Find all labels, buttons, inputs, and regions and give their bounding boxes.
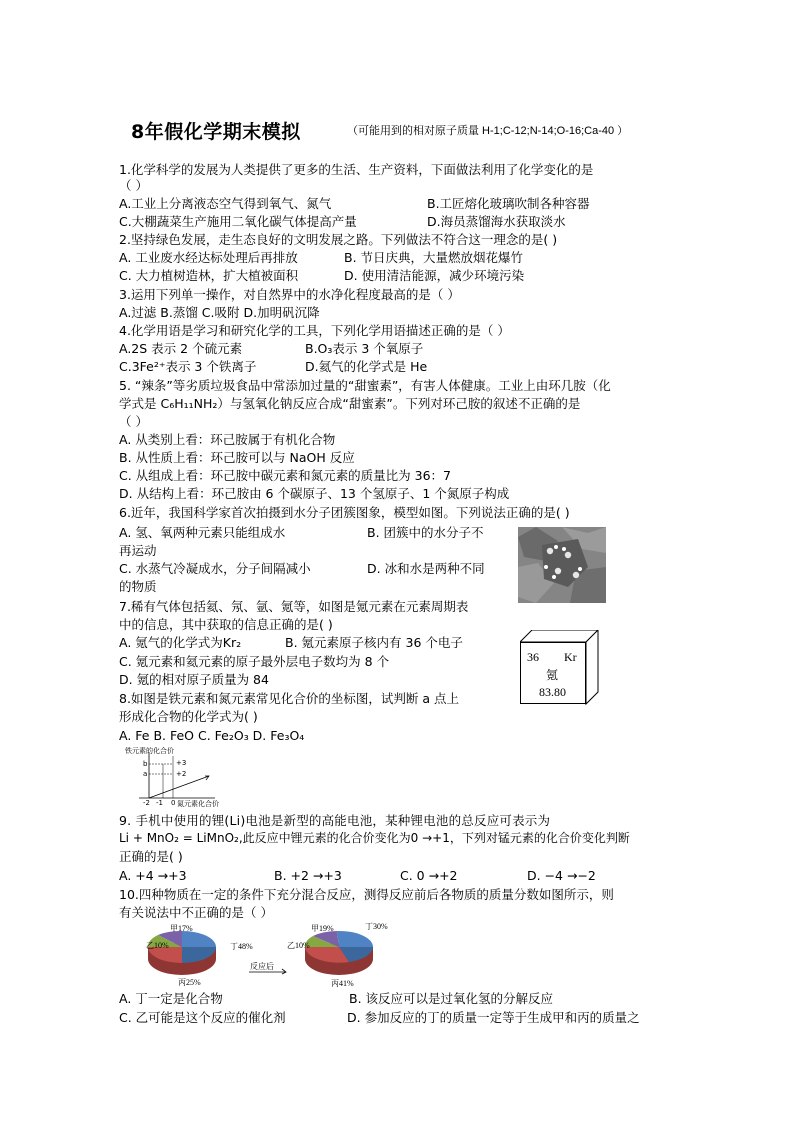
q6-stem: 6.近年，我国科学家首次拍摄到水分子团簇图象，模型如图。下列说法正确的是( ) [119,505,570,520]
q4-option-d: D.氦气的化学式是 He [305,359,428,374]
q6-option-c: C. 水蒸气冷凝成水，分子间隔减小 [119,561,311,576]
q6-option-b: B. 团簇中的水分子不 [367,525,484,540]
q10-stem-1: 10.四种物质在一定的条件下充分混合反应，测得反应前后各物质的质量分数如图所示，则 [119,887,614,902]
q9-option-b: B. +2 →+3 [274,868,342,883]
q5-option-c: C. 从组成上看：环己胺中碳元素和氮元素的质量比为 36：7 [119,468,452,483]
page-title: 8年假化学期末模拟 [131,121,301,143]
page-subtitle: （可能用到的相对原子质量 H-1;C-12;N-14;O-16;Ca-40 ） [347,125,629,137]
q2-option-a: A. 工业废水经达标处理后再排放 [119,250,298,265]
pie-before-label-ding: 丁48% [230,942,253,951]
q3-options: A.过滤 B.蒸馏 C.吸附 D.加明矾沉降 [119,305,320,320]
q5-option-b: B. 从性质上看：环己胺可以与 NaOH 反应 [119,450,355,465]
q7-option-d: D. 氪的相对原子质量为 84 [119,672,269,687]
q1-stem: 1.化学科学的发展为人类提供了更多的生活、生产资料，下面做法利用了化学变化的是 [119,162,594,177]
q1-option-b: B.工匠熔化玻璃吹制各种容器 [427,196,590,211]
atomic-number: 36 [527,650,539,664]
q9-stem-1: 9. 手机中使用的锂(Li)电池是新型的高能电池，某种锂电池的总反应可表示为 [119,813,551,828]
pie-chart-after [287,921,397,987]
arrow-label: 反应后 [250,962,274,971]
pie-after-label-ding: 丁30% [365,922,388,931]
q3-stem: 3.运用下列单一操作，对自然界中的水净化程度最高的是（ ） [119,287,460,302]
q8-stem-1: 8.如图是铁元素和氮元素常见化合价的坐标图，试判断 a 点上 [119,691,460,706]
q8-stem-2: 形成化合物的化学式为( ) [119,709,258,724]
q10-stem-2: 有关说法中不正确的是（ ） [119,905,273,920]
q10-option-a: A. 丁一定是化合物 [119,991,223,1006]
q9-option-a: A. +4 →+3 [119,868,187,883]
q7-option-b: B. 氪元素原子核内有 36 个电子 [285,635,463,650]
q2-option-c: C. 大力植树造林，扩大植被面积 [119,268,299,283]
q6-option-d-cont: 的物质 [119,579,157,594]
q7-option-a: A. 氪气的化学式为Kr₂ [119,635,242,650]
graph-tick-plus2: +2 [176,770,187,778]
atomic-mass: 83.80 [539,685,566,699]
periodic-table-card [520,630,600,704]
q5-stem-1: 5. “辣条”等劣质垃圾食品中常添加过量的“甜蜜素”，有害人体健康。工业上由环几胺（化 [119,378,611,393]
q2-option-d: D. 使用清洁能源，减少环境污染 [344,268,525,283]
pie-after-label-bing: 丙41% [331,979,354,988]
q6-option-d: D. 冰和水是两种不同 [367,561,485,576]
pie-after-label-yi: 乙10% [287,941,310,950]
q7-stem-2: 中的信息，其中获取的信息正确的是( ) [119,617,333,632]
q1-option-a: A.工业上分离液态空气得到氧气、氮气 [119,196,332,211]
graph-y-axis-label: 铁元素的化合价 [125,747,174,755]
q8-options: A. Fe B. FeO C. Fe₂O₃ D. Fe₃O₄ [119,728,305,743]
q7-option-c: C. 氪元素和氦元素的原子最外层电子数均为 8 个 [119,654,390,669]
reaction-arrow [249,961,289,975]
graph-point-a: a [143,770,148,778]
q9-option-c: C. 0 →+2 [400,868,458,883]
graph-x-axis-label: 氮元素化合价 [177,800,219,808]
pie-before-label-yi: 乙10% [146,941,169,950]
graph-point-b: b [143,760,148,768]
graph-tick-minus1: -1 [156,799,163,807]
pie-before-label-jia: 甲17% [170,924,193,933]
q1-option-c: C.大棚蔬菜生产施用二氧化碳气体提高产量 [119,214,357,229]
water-cluster-image [518,527,606,603]
q6-option-b-cont: 再运动 [119,543,157,558]
q10-option-c: C. 乙可能是这个反应的催化剂 [119,1010,286,1025]
q5-bracket: （ ） [119,414,148,429]
q5-option-a: A. 从类别上看：环己胺属于有机化合物 [119,432,336,447]
q1-bracket: （ ） [119,178,148,193]
pie-before-label-bing: 丙25% [178,978,201,987]
valence-graph [119,746,219,808]
q9-stem-3: 正确的是( ) [119,849,183,864]
q10-option-b: B. 该反应可以是过氧化氢的分解反应 [349,991,554,1006]
pie-chart-before [146,923,256,987]
q1-option-d: D.海员蒸馏海水获取淡水 [427,214,566,229]
q4-option-b: B.O₃表示 3 个氧原子 [305,341,424,356]
element-symbol: Kr [564,650,577,664]
q9-stem-2: Li + MnO₂ = LiMnO₂,此反应中锂元素的化合价变化为0 →+1，下列对锰元素的化合价变化判断 [119,831,630,845]
q4-stem: 4.化学用语是学习和研究化学的工具，下列化学用语描述正确的是（ ） [119,323,510,338]
element-name: 氪 [546,668,559,682]
q4-option-c: C.3Fe²⁺表示 3 个铁离子 [119,359,257,374]
graph-tick-minus2: -2 [143,799,150,807]
graph-tick-plus3: +3 [176,759,187,767]
q2-option-b: B. 节日庆典，大量燃放烟花爆竹 [344,250,524,265]
q2-stem: 2.坚持绿色发展，走生态良好的文明发展之路。下列做法不符合这一理念的是( ) [119,232,558,247]
q9-option-d: D. −4 →−2 [527,868,596,883]
pie-after-label-jia: 甲19% [311,924,334,933]
q5-option-d: D. 从结构上看：环己胺由 6 个碳原子、13 个氢原子、1 个氮原子构成 [119,486,510,501]
q6-option-a: A. 氢、氧两种元素只能组成水 [119,525,286,540]
graph-tick-zero: 0 [171,799,176,807]
q4-option-a: A.2S 表示 2 个硫元素 [119,341,243,356]
q7-stem-1: 7.稀有气体包括氦、氖、氩、氪等，如图是氪元素在元素周期表 [119,599,469,614]
q10-option-d: D. 参加反应的丁的质量一定等于生成甲和丙的质量之 [347,1010,640,1025]
q5-stem-2: 学式是 C₆H₁₁NH₂）与氢氧化钠反应合成“甜蜜素”。下列对环己胺的叙述不正确的是 [119,396,581,411]
